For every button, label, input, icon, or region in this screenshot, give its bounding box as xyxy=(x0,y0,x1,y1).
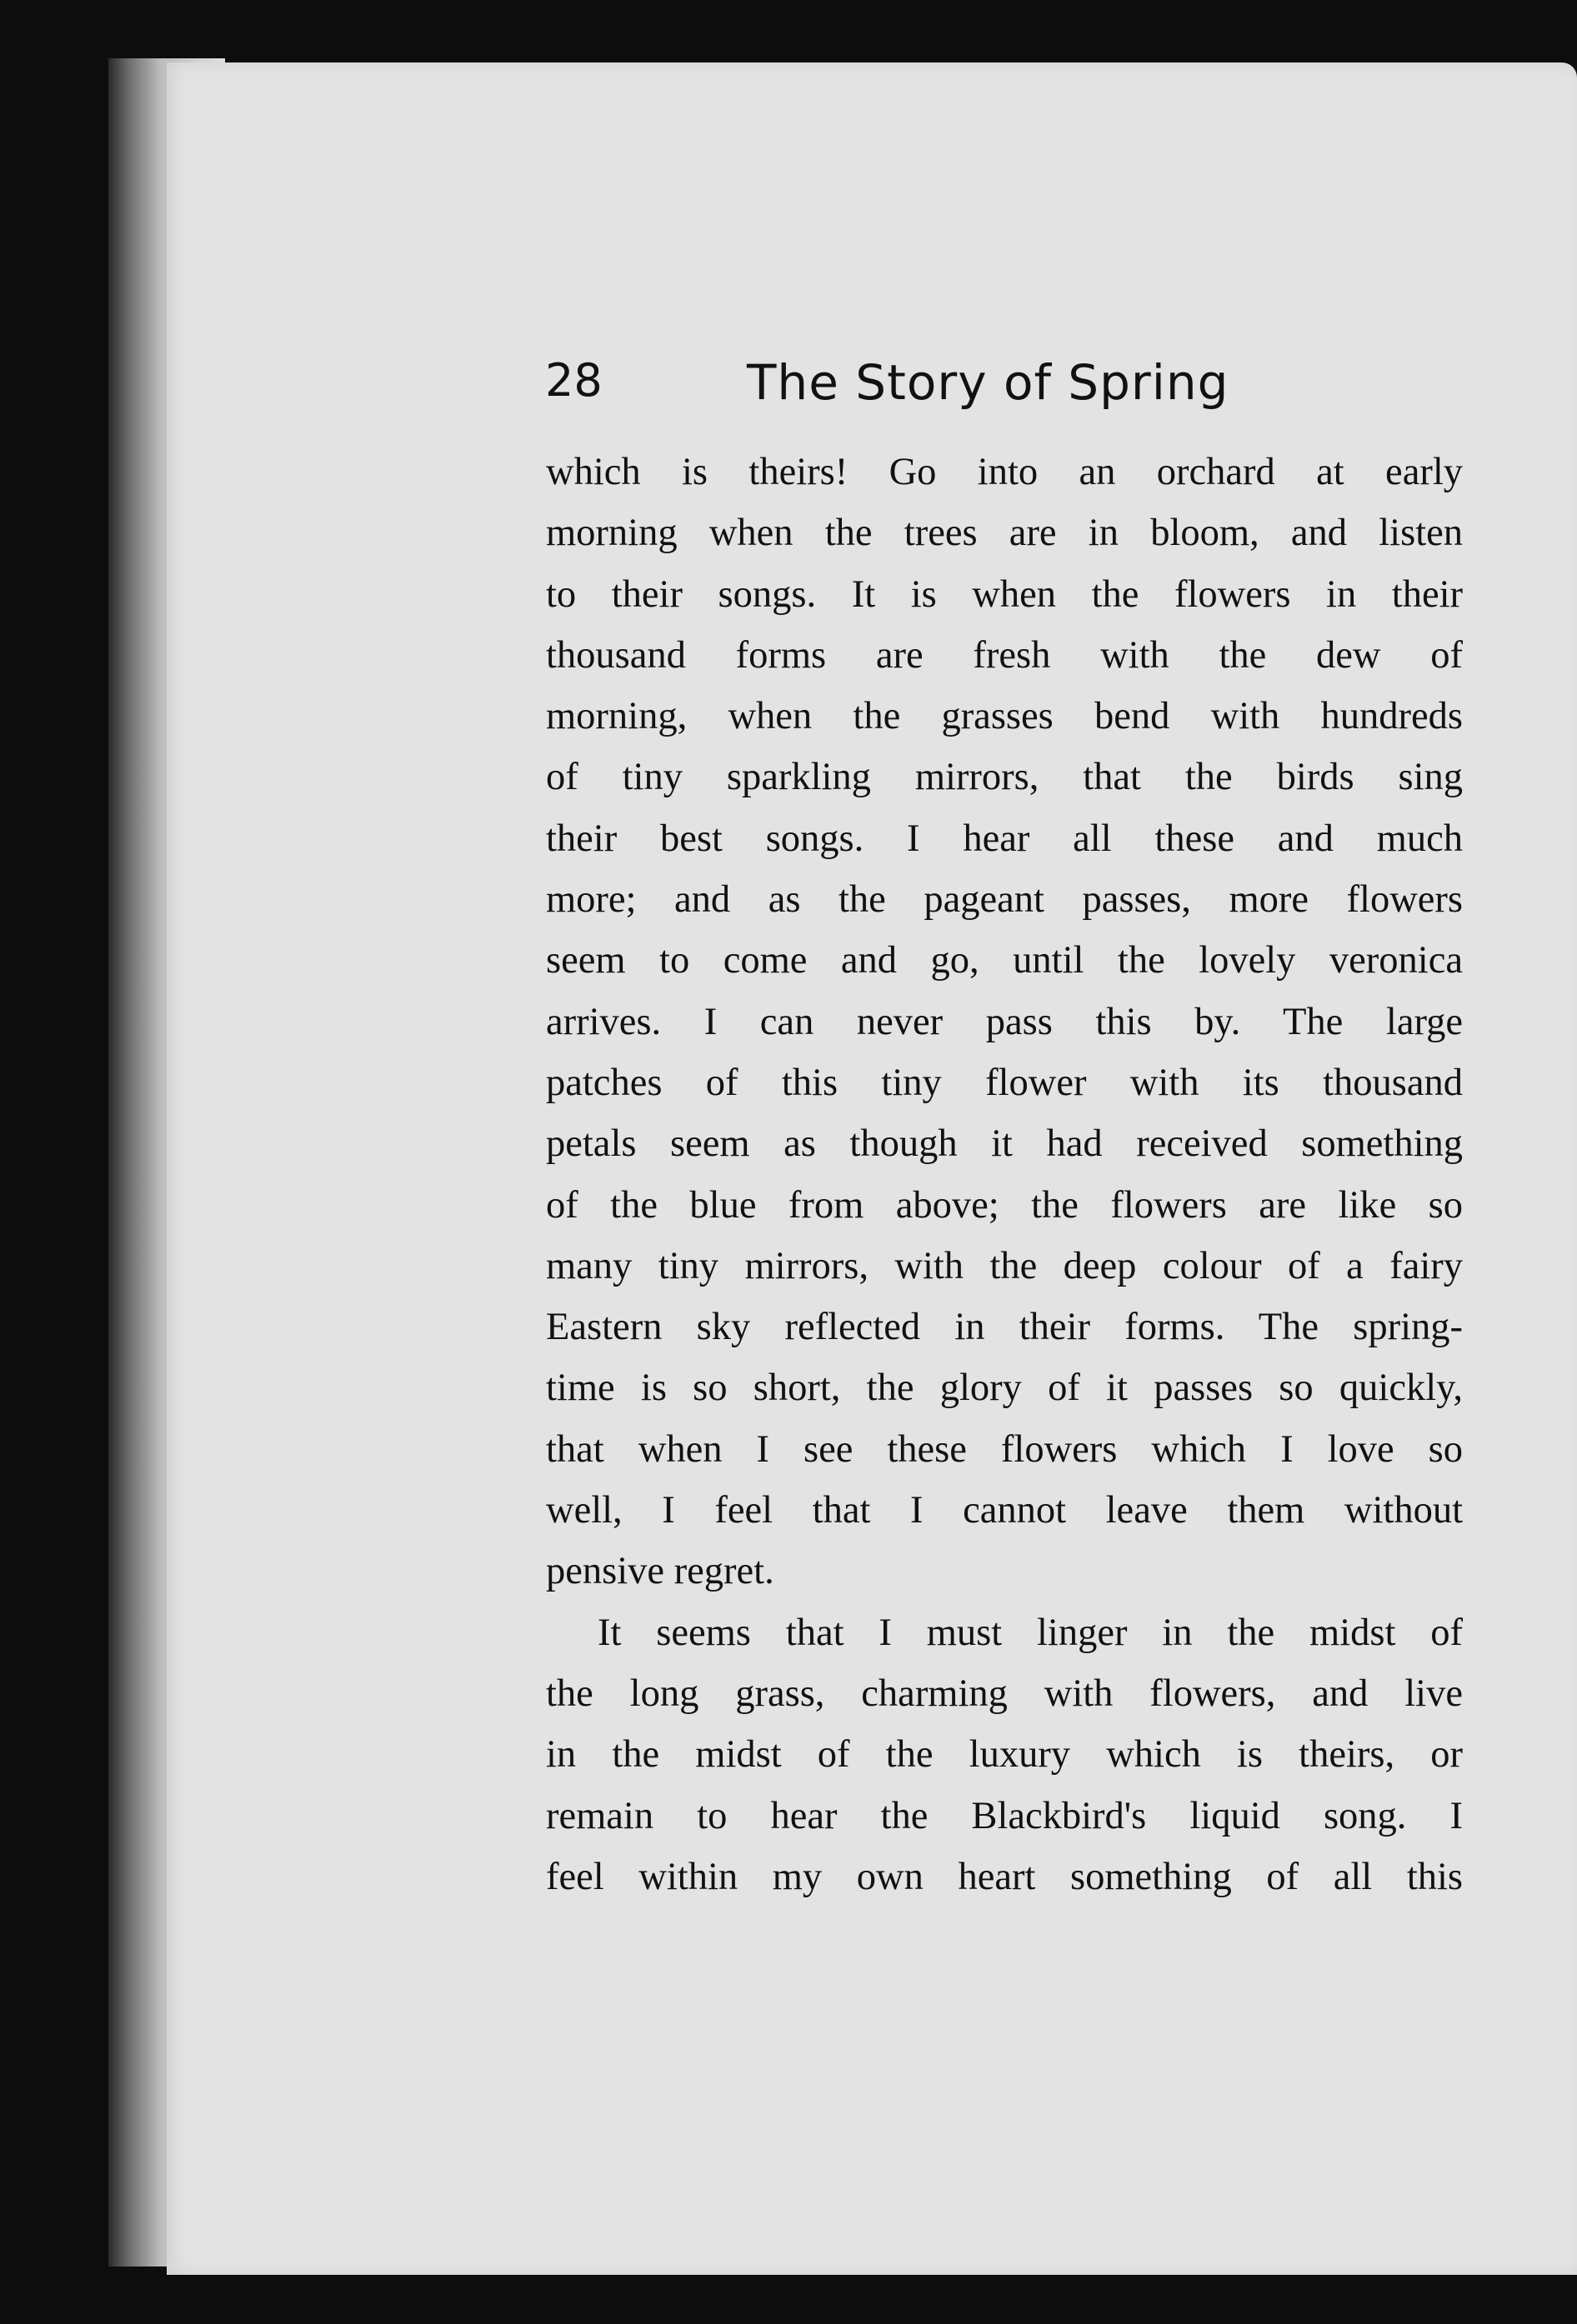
text-line: the long grass, charming with flowers, and live xyxy=(546,1672,1463,1715)
text-line: to their songs. It is when the flowers in their xyxy=(546,572,1463,616)
text-line: well, I feel that I cannot leave them without xyxy=(546,1489,1463,1532)
text-line: feel within my own heart something of all this xyxy=(546,1855,1463,1898)
text-line: of the blue from above; the flowers are like so xyxy=(546,1183,1463,1227)
page-header xyxy=(545,296,1462,412)
paragraph-2 xyxy=(546,1602,1463,1907)
text-line: patches of this tiny flower with its thousand xyxy=(546,1061,1463,1104)
text-line: pensive regret. xyxy=(546,1550,774,1593)
text-line: that when I see these flowers which I love so xyxy=(546,1427,1463,1471)
text-line: time is so short, the glory of it passes so quickly, xyxy=(546,1367,1463,1410)
text-line: morning, when the grasses bend with hundreds xyxy=(546,695,1463,738)
paragraph-1 xyxy=(546,442,1463,1602)
text-line: seem to come and go, until the lovely veronica xyxy=(546,939,1463,982)
text-line: morning when the trees are in bloom, and listen xyxy=(546,512,1463,555)
body-text xyxy=(546,442,1463,1907)
text-line: in the midst of the luxury which is theirs, or xyxy=(546,1733,1463,1777)
text-line: of tiny sparkling mirrors, that the birds sing xyxy=(546,756,1463,799)
text-line: remain to hear the Blackbird's liquid song. I xyxy=(546,1794,1463,1837)
text-line: Eastern sky reflected in their forms. The spring- xyxy=(546,1306,1463,1349)
text-line: more; and as the pageant passes, more flowers xyxy=(546,878,1463,922)
text-line: which is theirs! Go into an orchard at early xyxy=(546,451,1463,493)
text-line: thousand forms are fresh with the dew of xyxy=(546,633,1463,677)
text-line: petals seem as though it had received something xyxy=(546,1122,1463,1166)
running-title: The Story of Spring xyxy=(747,354,1229,411)
page-number: 28 xyxy=(545,354,603,407)
text-line: their best songs. I hear all these and much xyxy=(546,817,1463,860)
text-line: It seems that I must linger in the midst of xyxy=(598,1611,1463,1654)
text-line: many tiny mirrors, with the deep colour of a fairy xyxy=(546,1244,1463,1287)
text-line: arrives. I can never pass this by. The large xyxy=(546,1000,1463,1043)
